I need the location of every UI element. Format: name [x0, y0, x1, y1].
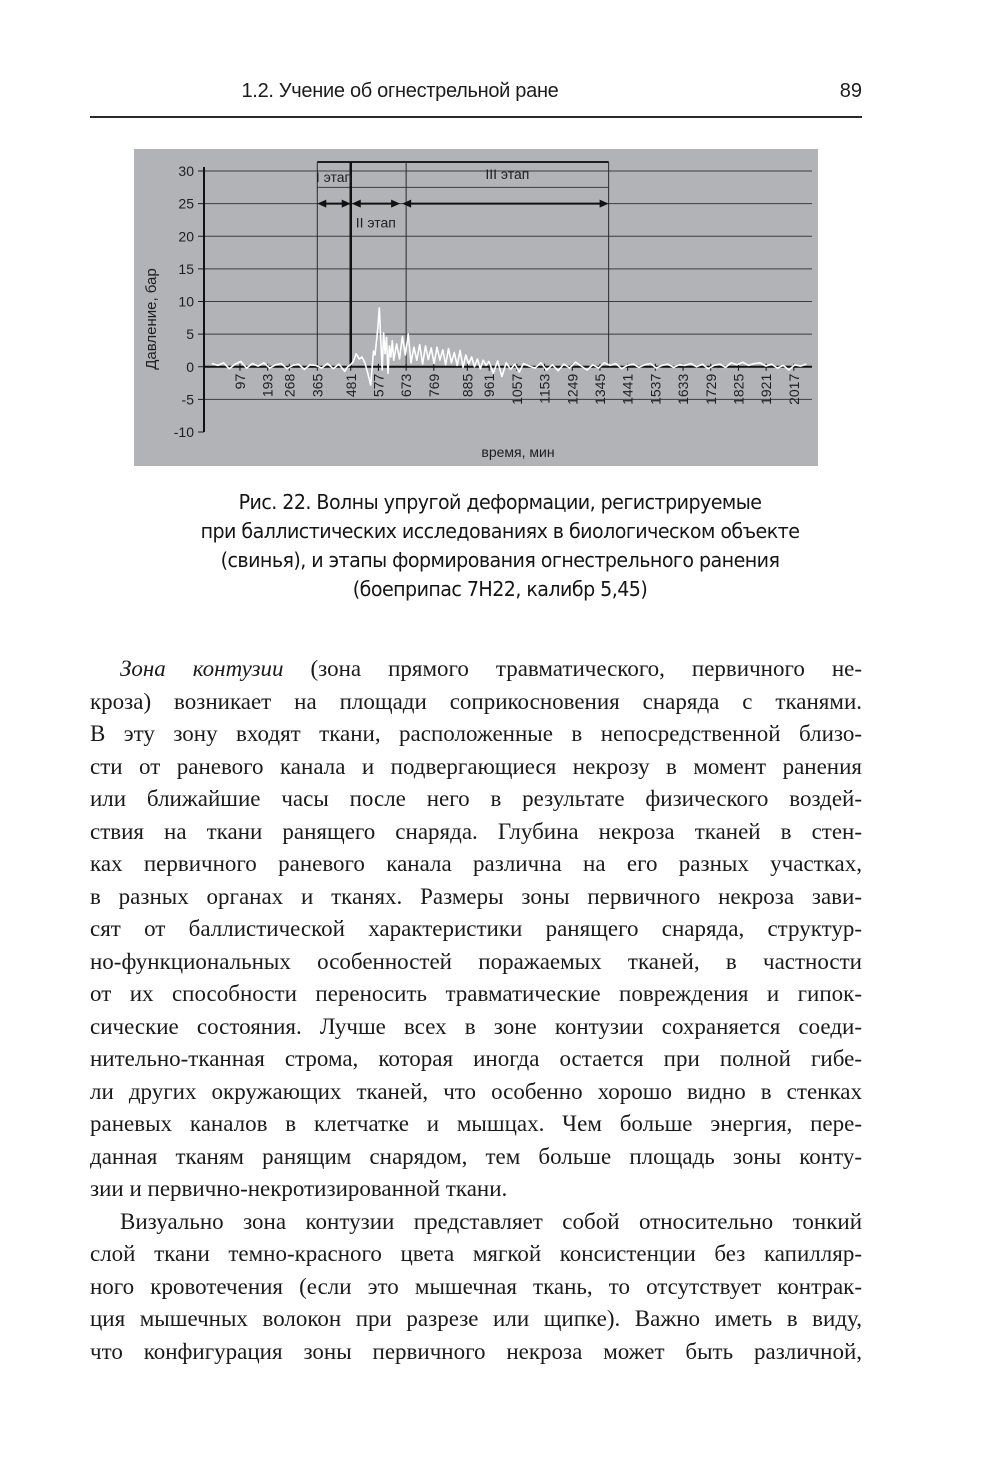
data-point [388, 373, 389, 374]
data-point [362, 357, 363, 358]
page-number: 89 [839, 80, 862, 102]
data-point [535, 368, 536, 369]
data-point [564, 364, 565, 365]
data-point [431, 347, 432, 348]
stage-label: I этап [315, 169, 353, 185]
data-point [327, 363, 328, 364]
data-point [246, 368, 247, 369]
arrowhead [342, 200, 351, 208]
text-line: от их способности переносить травматические повреждения и гипок- [90, 981, 862, 1006]
data-point [569, 368, 570, 369]
y-tick-label: 10 [178, 293, 194, 310]
data-point [742, 362, 743, 363]
data-point [483, 360, 484, 361]
data-point [359, 359, 360, 360]
data-point [506, 362, 507, 363]
data-point [515, 364, 516, 365]
data-point [493, 373, 494, 374]
x-tick-label: 577 [370, 373, 387, 398]
text-line: что конфигурация зоны первичного некроза может быть различной, [90, 1338, 862, 1364]
data-point [373, 351, 374, 352]
x-tick-label: 193 [259, 373, 276, 398]
data-point [376, 342, 377, 343]
header-rule [90, 116, 862, 118]
data-point [800, 366, 801, 367]
data-point [223, 362, 224, 363]
data-point [725, 367, 726, 368]
data-point [737, 364, 738, 365]
data-point [598, 368, 599, 369]
data-point [702, 364, 703, 365]
data-point [604, 362, 605, 363]
data-point [437, 347, 438, 348]
text-line: Визуально зона контузии представляет собой относительно тонкий [120, 1208, 862, 1234]
text-line: сти от раневого канала и подвергающиеся некрозу в момент ранения [90, 753, 862, 779]
data-point [333, 368, 334, 369]
data-point [356, 353, 357, 354]
data-point [592, 364, 593, 365]
text-line: ли других окружающих тканей, что особенно хорошо видно в стенках [90, 1078, 862, 1104]
data-point [344, 371, 345, 372]
data-point [679, 364, 680, 365]
data-point [275, 364, 276, 365]
text-line: слой ткани темно-красного цвета мягкой консистенции без капилляр- [90, 1241, 862, 1266]
y-tick-label: 25 [178, 195, 194, 212]
data-point [765, 366, 766, 367]
data-point [719, 364, 720, 365]
data-point [627, 365, 628, 366]
data-point [419, 344, 420, 345]
data-point [390, 357, 391, 358]
data-point [529, 366, 530, 367]
data-point [662, 365, 663, 366]
data-point [502, 376, 503, 377]
x-tick-label: 2017 [785, 373, 802, 405]
data-point [252, 363, 253, 364]
data-point [402, 336, 403, 337]
data-point [731, 362, 732, 363]
data-point [489, 361, 490, 362]
text-line: раневых каналов в клетчатке и мышцах. Чем больше энергия, пере- [90, 1111, 862, 1136]
series-layer [212, 308, 807, 386]
running-head-title: 1.2. Учение об огнестрельной ране [241, 80, 559, 102]
term-italic: Зона контузии [120, 656, 284, 681]
data-point [760, 362, 761, 363]
text-line: ция мышечных волокон при разрезе или щипке). Важно иметь в виду, [90, 1306, 862, 1331]
text-line: или ближайшие часы после него в результате физического воздей- [90, 786, 862, 811]
data-point [806, 364, 807, 365]
data-point [440, 360, 441, 361]
stage-label: III этап [485, 166, 530, 182]
data-point [269, 368, 270, 369]
text-line: в разных органах и тканях. Размеры зоны первичного некроза зави- [90, 883, 862, 909]
data-point [510, 369, 511, 370]
text-line: данная тканям ранящим снарядом, тем больше площадь зоны конту- [90, 1143, 862, 1169]
data-point [240, 361, 241, 362]
y-tick-label: 30 [178, 163, 194, 179]
data-point [754, 363, 755, 364]
data-point [258, 366, 259, 367]
arrowhead [600, 200, 609, 208]
data-point [789, 370, 790, 371]
y-tick-label: 20 [178, 228, 194, 245]
data-point [408, 334, 409, 335]
text-line: ках первичного раневого канала различна на его разных участках, [90, 851, 862, 876]
y-tick-label: 0 [186, 358, 194, 375]
data-point [217, 365, 218, 366]
data-point [474, 366, 475, 367]
data-point [650, 363, 651, 364]
data-point [393, 360, 394, 361]
data-point [714, 365, 715, 366]
data-point [321, 368, 322, 369]
x-tick-label: 1825 [730, 373, 747, 405]
data-point [621, 368, 622, 369]
caption-line: Рис. 22. Волны упругой деформации, регистрируемые [238, 490, 762, 514]
x-tick-label: 268 [281, 373, 298, 398]
data-point [690, 363, 691, 364]
x-tick-label: 1729 [702, 373, 719, 405]
data-point [540, 362, 541, 363]
data-point [304, 369, 305, 370]
text-line: нительно-тканная строма, которая иногда остается при полной гибе- [90, 1046, 862, 1071]
x-tick-label: 1537 [647, 373, 664, 405]
body-text [90, 653, 862, 1368]
data-point [445, 364, 446, 365]
running-head [90, 78, 862, 108]
data-point [422, 364, 423, 365]
data-point [235, 364, 236, 365]
data-point [383, 332, 384, 333]
data-point [379, 308, 380, 309]
data-point [639, 367, 640, 368]
data-point [292, 365, 293, 366]
data-point [673, 367, 674, 368]
data-point [644, 364, 645, 365]
data-point [480, 368, 481, 369]
data-point [558, 370, 559, 371]
stage-layer [316, 162, 609, 367]
data-point [771, 364, 772, 365]
data-point [448, 348, 449, 349]
data-point [794, 364, 795, 365]
y-tick-label: -10 [173, 424, 194, 440]
x-tick-label: 1249 [564, 373, 581, 405]
text-line: сические состояния. Лучше всех в зоне контузии сохраняется соеди- [90, 1013, 862, 1039]
data-point [378, 327, 379, 328]
data-point [385, 353, 386, 354]
data-point [380, 340, 381, 341]
data-point [264, 362, 265, 363]
data-point [486, 365, 487, 366]
data-point [386, 337, 387, 338]
caption-line: (свинья), и этапы формирования огнестрельного ранения [220, 548, 780, 572]
data-point [399, 359, 400, 360]
x-tick-label: 1441 [619, 373, 636, 405]
data-point [425, 346, 426, 347]
data-point [396, 344, 397, 345]
x-tick-label: 97 [231, 373, 248, 390]
data-point [471, 357, 472, 358]
data-point [552, 364, 553, 365]
data-point [442, 349, 443, 350]
data-point [575, 362, 576, 363]
text-line: Зона контузии (зона прямого травматического, первичного не- [120, 656, 862, 681]
figure-caption [137, 488, 862, 604]
data-point [519, 372, 520, 373]
text-line: ного кровотечения (если это мышечная ткань, то отсутствует контрак- [90, 1273, 862, 1299]
data-point [411, 362, 412, 363]
arrowhead [317, 200, 326, 208]
data-point [353, 361, 354, 362]
data-point [339, 364, 340, 365]
text-line: сят от баллистической характеристики ранящего снаряда, структур- [90, 916, 862, 941]
arrowhead [391, 200, 400, 208]
data-point [696, 366, 697, 367]
data-point [667, 364, 668, 365]
data-point [350, 364, 351, 365]
data-point [615, 363, 616, 364]
text-line: ствия на ткани ранящего снаряда. Глубина некроза тканей в стен- [90, 818, 862, 844]
data-point [392, 340, 393, 341]
data-point [382, 370, 383, 371]
data-point [460, 350, 461, 351]
arrowhead [352, 200, 361, 208]
data-point [451, 362, 452, 363]
x-tick-label: 1633 [675, 373, 692, 405]
text-line: В эту зону входят ткани, расположенные в непосредственной близо- [90, 721, 862, 746]
data-point [405, 355, 406, 356]
caption-line: при баллистических исследованиях в биологическом объекте [200, 519, 800, 543]
data-point [523, 363, 524, 364]
data-point [281, 363, 282, 364]
x-tick-label: 1921 [758, 373, 775, 405]
data-point [434, 363, 435, 364]
text-line: но-функциональных особенностей поражаемых тканей, в частности [90, 948, 862, 974]
data-point [581, 366, 582, 367]
data-point [454, 352, 455, 353]
data-point [633, 364, 634, 365]
x-tick-label: 1057 [508, 373, 525, 405]
data-point [315, 365, 316, 366]
x-tick-label: 1345 [591, 373, 608, 405]
x-tick-label: 365 [309, 373, 326, 398]
data-point [685, 365, 686, 366]
data-point [310, 364, 311, 365]
data-point [212, 363, 213, 364]
series-line-pressure [212, 308, 806, 385]
y-axis-label: Давление, бар [143, 268, 160, 370]
data-point [708, 368, 709, 369]
data-point [416, 360, 417, 361]
data-point [546, 370, 547, 371]
data-point [748, 365, 749, 366]
data-point [229, 368, 230, 369]
data-point [656, 368, 657, 369]
data-point [367, 373, 368, 374]
data-point [298, 364, 299, 365]
data-point [465, 355, 466, 356]
pressure-chart [134, 149, 818, 466]
data-point [777, 368, 778, 369]
data-point [457, 365, 458, 366]
y-tick-label: -5 [181, 391, 194, 408]
data-point [477, 359, 478, 360]
x-axis-label: время, мин [481, 444, 555, 460]
data-point [365, 362, 366, 363]
data-point [414, 347, 415, 348]
data-point [287, 368, 288, 369]
data-point [463, 367, 464, 368]
y-tick-label: 5 [186, 326, 194, 343]
x-tick-label: 769 [425, 373, 442, 398]
data-point [370, 385, 371, 386]
figure-chart [134, 149, 818, 466]
text-line: зии и первично-некротизированной ткани. [90, 1176, 508, 1201]
data-point [389, 346, 390, 347]
x-tick-label: 1153 [536, 373, 553, 404]
data-point [375, 355, 376, 356]
x-tick-label: 673 [398, 373, 415, 398]
x-tick-label: 961 [481, 373, 498, 398]
data-point [783, 365, 784, 366]
text-line: кроза) возникает на площади соприкосновения снаряда с тканями. [90, 688, 862, 714]
y-tick-label: 15 [178, 260, 194, 277]
data-point [610, 365, 611, 366]
x-tick-label: 481 [342, 373, 359, 398]
x-tick-label: 885 [459, 373, 476, 398]
caption-line: (боеприпас 7Н22, калибр 5,45) [352, 577, 648, 601]
data-point [587, 370, 588, 371]
stage-label: II этап [355, 214, 396, 231]
data-point [428, 359, 429, 360]
data-point [347, 366, 348, 367]
data-point [497, 361, 498, 362]
data-point [468, 364, 469, 365]
